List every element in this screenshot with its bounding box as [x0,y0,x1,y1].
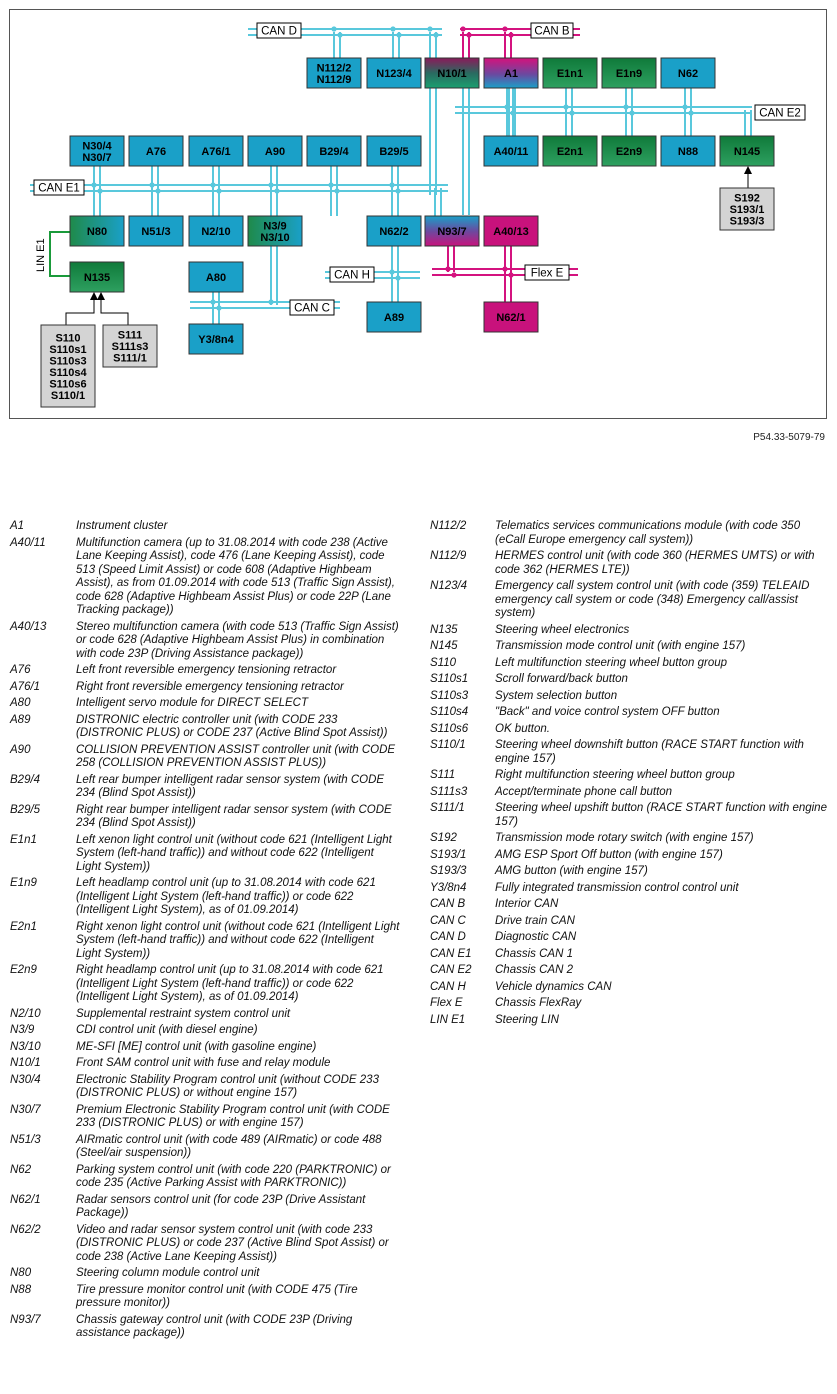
legend-description: Stereo multifunction camera (with code 513 (Traffic Sign Assist) or code 628 (Adaptive Highbeam Assist Plus) in combination with code 23P (Driving Assistance package)) [76,620,399,660]
node-a1 [484,58,538,88]
legend-row [430,723,828,737]
legend-code: S110/1 [430,739,466,751]
node-label: N2/10 [201,226,231,238]
node-label: Y3/8n4 [198,334,234,346]
bus-junction [274,188,279,193]
legend-row [10,1267,400,1281]
node-label: E1n9 [615,68,643,80]
node-n135 [70,262,124,292]
arrow-head [97,292,105,300]
bus-junction [216,188,221,193]
legend-description: Video and radar sensor system control unit (with code 233 (DISTRONIC PLUS) or code 237 (Active Blind Spot Assist) or code 238 (Active Lane Keeping Assist)) [76,1223,389,1263]
legend-code: N3/9 [10,1024,35,1036]
legend-description: Steering wheel upshift button (RACE START function with engine 157) [495,802,827,828]
legend-code: N62 [10,1163,32,1176]
node-label: N62/1 [496,312,526,324]
legend-code: N62/1 [10,1193,41,1206]
bus-junction [466,32,471,37]
node-label: A89 [383,312,405,324]
bus-junction [91,182,96,187]
bus-junction [149,182,154,187]
legend-code: Y3/8n4 [430,881,467,894]
node-label: N145 [733,146,761,158]
legend-row [10,834,400,875]
node-s192-group [720,188,774,230]
legend-description: OK button. [495,722,550,735]
bus-junction [688,110,693,115]
legend-row [10,804,400,831]
legend-code: A1 [10,520,25,532]
legend-description: Diagnostic CAN [495,931,577,943]
legend-code: A89 [10,713,31,726]
legend-description: Left rear bumper intelligent radar sensor system (with CODE 234 (Blind Spot Assist)) [76,773,385,799]
legend-code: N80 [10,1267,32,1279]
bus-junction [502,266,507,271]
node-label: S110s4 [49,366,87,379]
legend-row [430,739,828,766]
bus-junction [427,26,432,31]
legend-description: Accept/terminate phone call button [495,785,673,798]
legend-description: Drive train CAN [495,914,575,927]
node-label: A40/11 [493,146,529,158]
legend-description: Steering column module control unit [76,1267,260,1279]
legend-code: CAN E1 [430,947,472,960]
legend-row [430,706,828,720]
legend-code: A80 [10,697,31,709]
legend-code: A40/13 [10,620,47,633]
node-n93-7 [425,216,479,246]
bus-label-text: CAN E2 [759,107,801,120]
node-a80 [189,262,243,292]
legend-description: Emergency call system control unit (with code (359) TELEAID emergency call system or code (348) Emergency call/assist system) [495,580,810,619]
node-label: S110s3 [49,355,87,368]
legend-code: N62/2 [10,1223,41,1236]
bus-junction [682,104,687,109]
legend-code: B29/4 [10,773,41,786]
signal-line [101,298,128,325]
legend-row [430,832,828,846]
legend-description: CDI control unit (with diesel engine) [76,1024,258,1036]
legend-code: E2n9 [10,964,37,976]
node-e2n1 [543,136,597,166]
node-e1n9 [602,58,656,88]
legend-row [10,1041,400,1055]
legend-code: CAN D [430,931,466,943]
node-label: A80 [205,272,227,284]
legend-row [10,697,400,711]
bus-junction [389,182,394,187]
legend-row [430,769,828,783]
node-label: A90 [264,146,286,158]
legend-row [430,898,828,912]
legend-code: A90 [10,743,31,756]
legend-row [10,744,400,771]
node-a40-11 [484,136,538,166]
bus-label-text: CAN H [334,269,370,282]
legend-description: Right multifunction steering wheel button group [495,769,735,781]
node-n145 [720,136,774,166]
legend-description: COLLISION PREVENTION ASSIST controller unit (with CODE 258 (COLLISION PREVENTION ASSIST PLUS)) [76,743,396,769]
node-label: N62/2 [379,226,409,238]
legend-code: LIN E1 [430,1013,466,1026]
node-label: B29/5 [379,146,409,158]
node-n88 [661,136,715,166]
legend-description: Radar sensors control unit (for code 23P (Drive Assistant Package)) [76,1193,366,1219]
bus-junction [623,104,628,109]
signal-line [66,298,94,325]
legend-description: AMG button (with engine 157) [495,865,648,877]
bus-junction [210,299,215,304]
bus-junction [563,104,568,109]
legend-code: N2/10 [10,1007,41,1020]
legend-description: Chassis gateway control unit (with CODE 23P (Driving assistance package)) [76,1313,353,1339]
legend-description: Left multifunction steering wheel button group [495,656,728,669]
node-label: N51/3 [141,226,171,238]
legend-code: S110s3 [430,689,469,702]
legend-description: Parking system control unit (with code 220 (PARKTRONIC) or code 235 (Active Parking Assist with PARKTRONIC)) [76,1163,391,1189]
legend-code: N10/1 [10,1057,41,1069]
bus-junction [451,272,456,277]
legend-code: A40/11 [10,536,46,549]
node-label: E2n1 [556,146,584,158]
legend-description: AMG ESP Sport Off button (with engine 157) [495,848,723,861]
node-label: N10/1 [437,68,467,80]
legend-code: E1n9 [10,877,37,889]
bus-label-can-h [330,267,374,282]
node-e1n1 [543,58,597,88]
node-s110-group [41,325,95,407]
legend-code: S193/1 [430,848,467,861]
legend-row [430,948,828,962]
bus-label-can-b [531,23,573,38]
bus-junction [268,299,273,304]
legend-code: S193/3 [430,865,467,877]
node-label: S111s3 [111,341,149,353]
node-b29-5 [367,136,421,166]
legend-row [430,865,828,879]
legend-description: Chassis CAN 1 [495,947,573,960]
legend-description: Multifunction camera (up to 31.08.2014 with code 238 (Active Lane Keeping Assist), code 476 (Lane Keeping Assist), code 513 (Speed Limit Assist) or code 608 (Adaptive Highbeam Assist), as from 01.09.2014 with code 513 (Traffic Sign Assist), code 628 (Adaptive Highbeam Assist Plus) or code 22P (Lane Tracking package)) [76,536,395,616]
node-label: N112/9 [316,73,352,86]
node-n10-1 [425,58,479,88]
node-label: B29/4 [319,146,349,158]
bus-label-flex-e [525,265,569,280]
legend-description: Front SAM control unit with fuse and relay module [76,1057,331,1069]
legend-code: N93/7 [10,1313,41,1326]
legend-description: Scroll forward/back button [495,673,628,685]
legend-row [430,981,828,995]
legend-description: Right front reversible emergency tensioning retractor [76,680,344,693]
legend-description: Interior CAN [495,898,559,910]
bus-label-can-c [290,300,334,315]
legend-code: A76 [10,664,31,676]
node-label: N3/10 [260,231,290,244]
legend-row [430,657,828,671]
legend-code: S110s6 [430,722,469,735]
node-label: E2n9 [615,146,643,158]
legend-row [430,1014,828,1028]
legend-code: S111s3 [430,785,468,798]
legend-code: Flex E [430,997,463,1009]
node-label: S110 [55,332,81,345]
node-label: S110/1 [50,389,86,402]
node-n62-2 [367,216,421,246]
node-a76 [129,136,183,166]
node-a76-1 [189,136,243,166]
legend-row [430,550,828,577]
legend-row [10,1164,400,1191]
bus-junction [155,188,160,193]
legend-row [430,915,828,929]
legend-code: N3/10 [10,1040,41,1053]
legend-code: B29/5 [10,803,41,816]
bus-junction [210,182,215,187]
legend-code: A76/1 [10,680,41,693]
legend-description: AIRmatic control unit (with code 489 (AIRmatic) or code 488 (Steel/air suspension)) [76,1133,382,1159]
node-n2-10 [189,216,243,246]
legend-description: Right headlamp control unit (up to 31.08.2014 with code 621 (Intelligent Light System (left-hand traffic)) or code 622 (Intelligent Light System), as of 01.09.2014) [76,964,384,1003]
bus-junction [502,26,507,31]
node-n112-2-9 [307,58,361,88]
legend-description: Left front reversible emergency tensioning retractor [76,664,337,676]
node-label: S111/1 [113,352,147,365]
legend-description: DISTRONIC electric controller unit (with CODE 233 (DISTRONIC PLUS) or CODE 237 (Active Blind Spot Assist)) [76,713,388,739]
legend-description: HERMES control unit (with code 360 (HERMES UMTS) or with code 362 (HERMES LTE)) [495,550,815,576]
legend-row [430,931,828,945]
legend-code: S110s1 [430,673,469,685]
legend-row [10,1074,400,1101]
legend-description: Steering wheel electronics [495,623,630,636]
node-label: A40/13 [493,226,529,238]
arrow-head [744,166,752,174]
legend-row [430,640,828,654]
legend-row [10,714,400,741]
legend-description: Vehicle dynamics CAN [495,980,612,993]
node-n123-4 [367,58,421,88]
node-label: N30/7 [82,151,112,164]
legend-code: N30/4 [10,1073,41,1086]
legend-row [430,520,828,547]
legend-description: Steering LIN [495,1013,559,1026]
legend-row [10,1284,400,1311]
node-label: S192 [734,192,760,205]
legend-description: Right xenon light control unit (without code 621 (Intelligent Light System (left-hand traffic)) and without code 622 (Intelligent Light System)) [76,920,400,960]
legend-description: Electronic Stability Program control unit (without CODE 233 (DISTRONIC PLUS) or without engine 157) [76,1073,379,1099]
network-diagram [0,0,837,430]
bus-junction [328,182,333,187]
legend-description: Transmission mode rotary switch (with engine 157) [495,832,754,844]
node-label: N80 [86,226,108,238]
bus-junction [331,26,336,31]
legend-code: S110s4 [430,706,469,718]
legend-row [10,1314,400,1341]
legend-row [430,964,828,978]
legend-description: Steering wheel downshift button (RACE START function with engine 157) [495,739,804,765]
legend-description: Chassis FlexRay [495,997,582,1009]
bus-junction [216,305,221,310]
lin-e1-wire [50,232,70,276]
bus-label-can-e2 [755,105,805,120]
legend-code: N135 [430,623,458,636]
bus-junction [390,26,395,31]
bus-junction [395,188,400,193]
bus-junction [569,110,574,115]
bus-junction [508,32,513,37]
node-n80 [70,216,124,246]
node-n51-3 [129,216,183,246]
node-label: N3/9 [263,220,287,233]
node-y3-8n4 [189,324,243,354]
node-label: S110s1 [49,343,87,356]
legend-row [430,997,828,1011]
legend-row [430,882,828,896]
legend-row [430,786,828,800]
node-label: E1n1 [556,68,584,80]
bus-junction [334,188,339,193]
bus-label-text: CAN B [534,25,570,38]
legend-row [10,1134,400,1161]
node-a89 [367,302,421,332]
legend-code: N88 [10,1283,32,1296]
legend-row [10,921,400,962]
node-label: A76/1 [201,146,231,158]
bus-junction [395,275,400,280]
legend-description: Chassis CAN 2 [495,964,573,976]
legend-row [10,1104,400,1131]
legend-description: Transmission mode control unit (with engine 157) [495,640,746,652]
legend-description: Instrument cluster [76,520,168,532]
bus-junction [389,269,394,274]
legend-code: CAN C [430,914,466,927]
legend-description: "Back" and voice control system OFF button [495,706,720,718]
legend-row [10,964,400,1005]
legend-code: N112/2 [430,520,467,532]
legend-row [10,1008,400,1022]
legend-code: S111/1 [430,802,465,814]
legend-row [430,580,828,621]
node-n62-1 [484,302,538,332]
bus-junction [460,26,465,31]
legend-code: N123/4 [430,580,468,592]
node-n30-4-7 [70,136,124,166]
legend-code: S192 [430,832,457,844]
legend-description: System selection button [495,689,618,702]
node-label: N62 [677,68,699,80]
legend-row [10,537,400,618]
node-n62 [661,58,715,88]
legend-code: S110 [430,656,457,669]
bus-label-text: CAN D [261,25,297,38]
bus-junction [268,182,273,187]
legend-code: E2n1 [10,920,37,933]
legend-row [10,520,400,534]
node-label: A76 [145,146,167,158]
node-s111-group [103,325,157,367]
legend-description: Telematics services communications module (with code 350 (eCall Europe emergency call system)) [495,520,801,546]
legend-code: CAN H [430,980,466,993]
node-label: N88 [677,146,699,158]
node-b29-4 [307,136,361,166]
legend-description: Premium Electronic Stability Program control unit (with CODE 233 (DISTRONIC PLUS) or with engine 157) [76,1103,390,1129]
bus-junction [629,110,634,115]
bus-junction [396,32,401,37]
legend-row [430,690,828,704]
bus-label-text: CAN C [294,302,330,315]
bus-label-lin-e1: LIN E1 [35,238,47,272]
node-label: S110s6 [49,378,87,391]
node-a40-13 [484,216,538,246]
node-a90 [248,136,302,166]
node-label: N123/4 [376,68,412,80]
bus-label-text: CAN E1 [38,182,80,195]
node-label: N112/2 [316,62,352,75]
legend-row [10,1024,400,1038]
figure-reference: P54.33-5079-79 [753,432,825,443]
node-label: S111 [117,329,143,342]
legend-code: N145 [430,640,458,652]
legend-row [10,1057,400,1071]
legend-row [10,1194,400,1221]
legend-row [10,877,400,918]
legend-code: E1n1 [10,833,37,846]
node-label: S193/1 [729,204,765,216]
node-label: A1 [503,68,519,80]
legend-row [10,1224,400,1265]
legend-left-column [10,520,400,1344]
legend-code: N112/9 [430,550,467,562]
legend-right-column [430,520,828,1030]
legend-description: Right rear bumper intelligent radar sensor system (with CODE 234 (Blind Spot Assist)) [76,803,392,829]
legend-row [10,681,400,695]
node-label: N135 [83,272,111,284]
bus-junction [97,188,102,193]
bus-label-can-d [257,23,301,38]
legend-description: Left xenon light control unit (without code 621 (Intelligent Light System (left-hand traffic)) and without code 622 (Intelligent Light System)) [76,833,392,873]
legend-description: Fully integrated transmission control control unit [495,881,739,894]
legend-row [430,673,828,687]
legend-description: Left headlamp control unit (up to 31.08.2014 with code 621 (Intelligent Light System (left-hand traffic)) or code 622 (Intelligent Light System), as of 01.09.2014) [76,877,376,916]
legend-code: CAN E2 [430,964,472,976]
node-label: N30/4 [82,140,112,153]
legend-row [10,621,400,662]
legend-description: Tire pressure monitor control unit (with CODE 475 (Tire pressure monitor)) [76,1283,358,1309]
legend-code: S111 [430,769,456,781]
legend-row [430,849,828,863]
legend-description: ME-SFI [ME] control unit (with gasoline engine) [76,1040,317,1053]
node-label: S193/3 [729,215,765,228]
legend-row [10,664,400,678]
legend-description: Supplemental restraint system control unit [76,1007,291,1020]
node-label: N93/7 [437,226,467,238]
legend-row [430,802,828,829]
bus-junction [337,32,342,37]
bus-label-text: Flex E [530,267,564,280]
node-n3-9-10 [248,216,302,246]
legend-row [10,774,400,801]
arrow-head [90,292,98,300]
bus-label-can-e1 [34,180,84,195]
legend-code: N30/7 [10,1103,41,1116]
legend-code: CAN B [430,898,466,910]
bus-junction [445,266,450,271]
legend-row [430,624,828,638]
legend-description: Intelligent servo module for DIRECT SELECT [76,697,309,709]
node-e2n9 [602,136,656,166]
legend-code: N51/3 [10,1133,41,1146]
